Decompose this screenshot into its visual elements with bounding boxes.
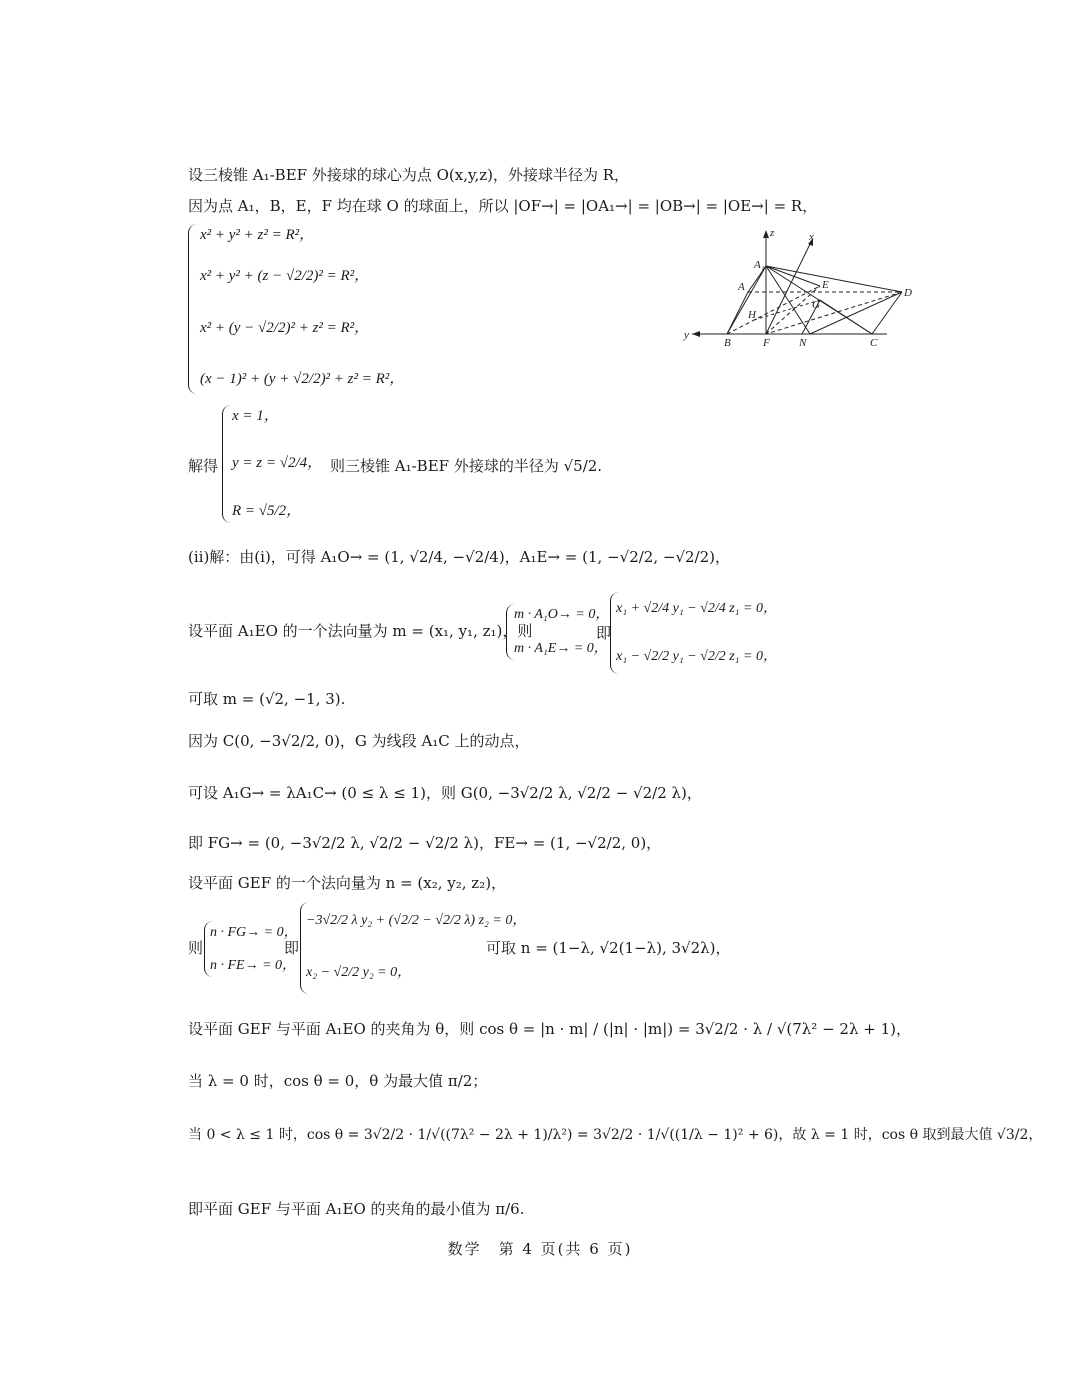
m-ji: 即 bbox=[596, 624, 612, 642]
take-m: 可取 m = (√2, −1, 3). bbox=[188, 690, 346, 708]
n-system-eq1: n · FG→ = 0， bbox=[210, 925, 298, 940]
label-x: x bbox=[809, 231, 814, 243]
system1-eq2: x² + y² + (z − √2/2)² = R²， bbox=[200, 268, 370, 284]
conclusion-line: 即平面 GEF 与平面 A₁EO 的夹角的最小值为 π/6. bbox=[188, 1200, 525, 1218]
solution-eq1: x = 1， bbox=[232, 408, 279, 424]
lambda-zero-line: 当 λ = 0 时，cos θ = 0，θ 为最大值 π/2； bbox=[188, 1072, 488, 1090]
line-points-on-sphere: 因为点 A₁，B，E，F 均在球 O 的球面上，所以 |OF→| = |OA₁→| = |OB→| = |OE→| = R， bbox=[188, 197, 818, 215]
label-z: z bbox=[770, 227, 775, 239]
label-e: E bbox=[822, 279, 829, 291]
label-f: F bbox=[763, 337, 770, 349]
label-b: B bbox=[724, 337, 731, 349]
label-a1: A₁ bbox=[754, 259, 765, 271]
label-y: y bbox=[684, 329, 689, 341]
system1-eq1: x² + y² + z² = R²， bbox=[200, 227, 315, 243]
solution-eq3: R = √5/2， bbox=[232, 503, 302, 519]
set-g-line: 可设 A₁G→ = λA₁C→ (0 ≤ λ ≤ 1)，则 G(0, −3√2/2 λ, √2/2 − √2/2 λ)， bbox=[188, 784, 702, 802]
system1-eq3: x² + (y − √2/2)² + z² = R²， bbox=[200, 320, 370, 336]
normal-m-intro: 设平面 A₁EO 的一个法向量为 m = (x₁, y₁, z₁)，则 bbox=[188, 622, 533, 640]
solve-prefix: 解得 bbox=[188, 457, 219, 475]
solution-eq2: y = z = √2/4， bbox=[232, 455, 323, 471]
part-ii-line: (ⅱ)解：由(ⅰ)，可得 A₁O→ = (1, √2/4, −√2/4)，A₁E→ = (1, −√2/2, −√2/2)， bbox=[188, 548, 730, 566]
n-ji: 即 bbox=[284, 939, 300, 957]
label-d: D bbox=[904, 287, 912, 299]
take-n: 可取 n = (1−λ, √2(1−λ), 3√2λ)， bbox=[486, 939, 731, 957]
m-system-eq3: x₁ + √2/4 y₁ − √2/4 z₁ = 0， bbox=[616, 601, 777, 616]
system-brace-1 bbox=[188, 224, 197, 394]
n-system-eq3: −3√2/2 λ y₂ + (√2/2 − √2/2 λ) z₂ = 0， bbox=[306, 913, 527, 928]
cos-line: 设平面 GEF 与平面 A₁EO 的夹角为 θ，则 cos θ = |n · m| / (|n| · |m|) = 3√2/2 · λ / √(7λ² − 2λ + 1)， bbox=[188, 1020, 911, 1038]
solution-conclusion: 则三棱锥 A₁-BEF 外接球的半径为 √5/2. bbox=[330, 457, 603, 475]
geometry-figure bbox=[682, 226, 922, 356]
system-brace-2 bbox=[222, 405, 231, 523]
label-n: N bbox=[799, 337, 807, 349]
m-system-eq2: m · A₁E→ = 0， bbox=[514, 641, 608, 656]
n-ze: 则 bbox=[188, 939, 204, 957]
fg-fe-line: 即 FG→ = (0, −3√2/2 λ, √2/2 − √2/2 λ)，FE→ = (1, −√2/2, 0)， bbox=[188, 834, 662, 852]
lambda-positive-line: 当 0 < λ ≤ 1 时，cos θ = 3√2/2 · 1/√((7λ² − 2λ + 1)/λ²) = 3√2/2 · 1/√((1/λ − 1)² + 6)，故 λ = 1 时，cos θ 取到最大值 √3/2， bbox=[188, 1127, 1043, 1143]
n-system-eq2: n · FE→ = 0， bbox=[210, 958, 297, 973]
line-sphere-center: 设三棱锥 A₁-BEF 外接球的球心为点 O(x,y,z)，外接球半径为 R， bbox=[188, 166, 630, 184]
label-h: H bbox=[748, 309, 756, 321]
normal-n-intro: 设平面 GEF 的一个法向量为 n = (x₂, y₂, z₂)， bbox=[188, 874, 507, 892]
label-g: G bbox=[812, 299, 820, 311]
m-system-eq4: x₁ − √2/2 y₁ − √2/2 z₁ = 0， bbox=[616, 649, 777, 664]
m-system-eq1: m · A₁O→ = 0， bbox=[514, 607, 610, 622]
system1-eq4: (x − 1)² + (y + √2/2)² + z² = R²， bbox=[200, 371, 405, 387]
n-system-eq4: x₂ − √2/2 y₂ = 0， bbox=[306, 965, 412, 980]
label-a: A bbox=[738, 281, 745, 293]
label-c: C bbox=[870, 337, 878, 349]
point-c-line: 因为 C(0, −3√2/2, 0)，G 为线段 A₁C 上的动点， bbox=[188, 732, 530, 750]
page-footer: 数学 第 4 页(共 6 页) bbox=[447, 1240, 633, 1258]
